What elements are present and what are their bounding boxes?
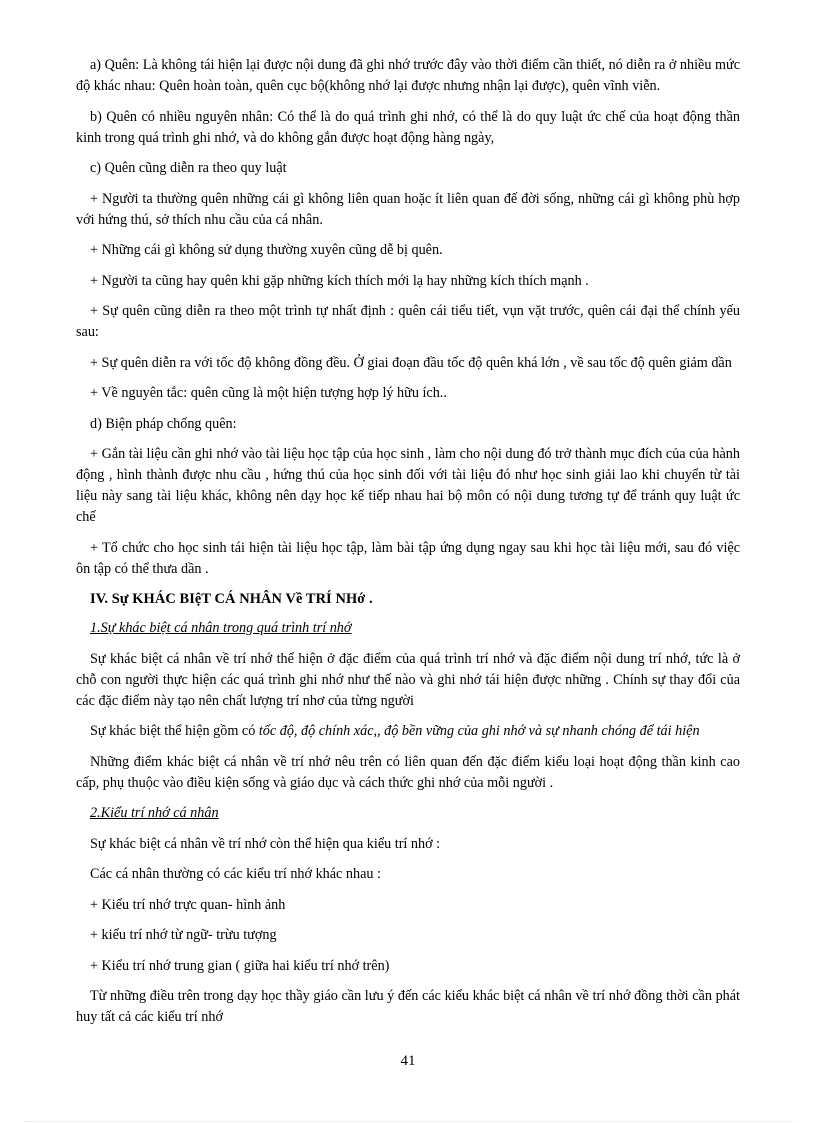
subheading-process-text: 1.Sự khác biệt cá nhân trong quá trình trí nhớ (90, 620, 352, 636)
subheading-process (76, 618, 740, 639)
paragraph-difference-factors: Những điểm khác biệt cá nhân về trí nhớ nêu trên có liên quan đến đặc điểm kiểu loại hoạt động thần kinh cao cấp, phụ thuộc vào điều kiện sống và giáo dục và cách thức ghi nhớ của mỗi người . (76, 753, 740, 791)
paragraph-rule-5: + Sự quên diễn ra với tốc độ không đồng đều. Ở giai đoạn đầu tốc độ quên khá lớn , về sau tốc độ quên giảm dần (90, 354, 732, 371)
list-item-intermediate-type: + Kiểu trí nhớ trung gian ( giữa hai kiểu trí nhớ trên) (90, 957, 390, 974)
paragraph-rule-1: + Người ta thường quên những cái gì không liên quan hoặc ít liên quan đế đời sống, những cái gì không phù hợp với hứng thú, sở thích nhu cầu của cá nhân. (76, 190, 740, 228)
page-number: 41 (400, 1053, 416, 1069)
paragraph-conclusion: Từ những điều trên trong dạy học thầy giáo cần lưu ý đến các kiểu khác biệt cá nhân về trí nhớ đồng thời cần phát huy tất cả các kiểu trí nhớ (76, 988, 740, 1025)
paragraph-rule-2: + Những cái gì không sử dụng thường xuyên cũng dễ bị quên. (90, 242, 443, 258)
paragraph-rule-4: + Sự quên cũng diễn ra theo một trình tự nhất định : quên cái tiểu tiết, vụn vặt trước, quên cái đại thể chính yếu sau: (76, 303, 740, 340)
paragraph-forgetting-causes: b) Quên có nhiều nguyên nhân: Có thể là do quá trình ghi nhớ, có thể là do quy luật ức chế của hoạt động thần kinh trong quá trình ghi nhớ, và do không gắn được hoạt động hàng ngày, (76, 108, 740, 146)
paragraph-prevention-heading: d) Biện pháp chống quên: (90, 415, 237, 432)
paragraph-forgetting-rules-heading: c) Quên cũng diễn ra theo quy luật (90, 160, 287, 176)
paragraph-types-intro: Sự khác biệt cá nhân về trí nhớ còn thể hiện qua kiểu trí nhớ : (90, 835, 441, 852)
paragraph-difference-aspects (76, 721, 740, 742)
page-content (76, 55, 740, 1038)
paragraph-prevention-2: + Tổ chức cho học sinh tái hiện tài liệu học tập, làm bài tập ứng dụng ngay sau khi học tài liệu mới, sau đó việc ôn tập có thể thưa dần . (76, 539, 740, 577)
list-item-visual-type: + Kiểu trí nhớ trực quan- hình ảnh (90, 896, 286, 913)
paragraph-forgetting-definition: a) Quên: Là không tái hiện lại được nội dung đã ghi nhớ trước đây vào thời điểm cần thiết, nó diễn ra ở nhiều mức độ khác nhau: Quên hoàn toàn, quên cục bộ(không nhớ lại được nhưng nhận lại được), quên vĩnh viễn. (76, 57, 740, 94)
subheading-memory-types-text: 2.Kiểu trí nhớ cá nhân (90, 805, 219, 821)
section-heading: IV. Sự KHÁC BIệT CÁ NHÂN Về TRÍ NHớ . (90, 591, 373, 607)
difference-aspects-lead: Sự khác biệt thể hiện gồm có (90, 723, 259, 739)
paragraph-rule-3: + Người ta cũng hay quên khi gặp những kích thích mới lạ hay những kích thích mạnh . (90, 272, 589, 289)
paragraph-types-list-intro: Các cá nhân thường có các kiểu trí nhớ khác nhau : (90, 866, 381, 882)
paragraph-rule-6: + Về nguyên tắc: quên cũng là một hiện tượng hợp lý hữu ích.. (90, 385, 447, 401)
paragraph-individual-difference: Sự khác biệt cá nhân về trí nhớ thể hiện ở đặc điểm của quá trình trí nhớ và đặc điểm nội dung trí nhớ, tức là ở chỗ con người thực hiện các quá trình ghi nhớ như thế nào và ghi nhớ tái hiện được những . Chính sự thay đổi của các đặc điểm này tạo nên chất lượng trí nhơ của từng người (76, 650, 740, 709)
list-item-verbal-type: + kiểu trí nhớ từ ngữ- trừu tượng (90, 927, 277, 943)
page-bottom-divider (24, 1121, 794, 1122)
paragraph-prevention-1: + Gắn tài liệu cần ghi nhớ vào tài liệu học tập của học sinh , làm cho nội dung đó trở thành mục đích của của hành động , hình thành được nhu cầu , hứng thú của học sinh đối với tài liệu đó như học sinh giải lao khi chuyển từ tài liệu này sang tài liệu khác, không nên dạy học kế tiếp nhau hai bộ môn có nội dung tương tự để tránh quy luật ức chế (76, 446, 740, 525)
subheading-memory-types (76, 803, 740, 824)
difference-aspects-italic: tốc độ, độ chính xác,, độ bền vững của ghi nhớ và sự nhanh chóng để tái hiện (258, 723, 700, 739)
